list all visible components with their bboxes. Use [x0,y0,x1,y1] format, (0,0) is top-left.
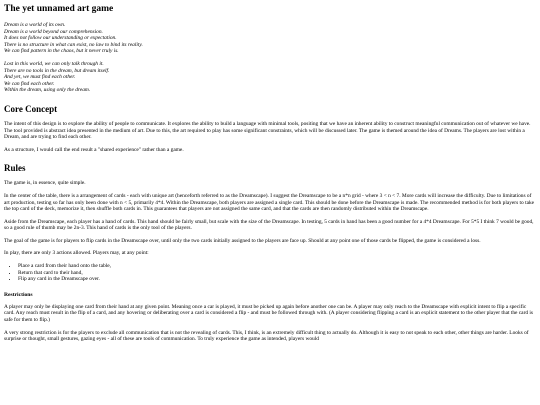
poem-stanza-2 [4,61,536,94]
list-item: • Flip any card in the Dreamscape over. [18,276,536,283]
poem-line: Within the dream, using only the dream. [4,87,91,94]
poem-line: It does not follow our understanding or expectation. [4,35,117,42]
restrictions-paragraph: A player may only be displaying one card from their hand at any given point. Meaning once a car is played, it must be picked up again before another one can be. A player may only reach to the Dreamscape with explicit intent to flip a specific card. Any reach must result in the flip of a card, and any hovering or deliberating over a card is considered a flip - and must be followed through with. (A player considering flipping a card is an explicit statement to the other player that the card is safe for them to flip.) [4,303,534,324]
rules-paragraph: Aside from the Dreamscape, each player has a hand of cards. This hand should be fairly small, but scale with the size of the Dreamscape. In testing, 5 cards in hand has been a good number for a 4*4 Dreamscape. For 5*5 I think 7 would be good, so a good rule of thumb may be 2n-3. This hand of cards is the only tool of the players. [4,218,534,232]
restrictions-heading: Restrictions [4,291,33,298]
poem-line: Dream is a world of its own. [4,22,66,28]
poem-line: Dream is a world beyond our comprehension. [4,28,103,35]
list-item: • Place a card from their hand onto the table, [18,263,536,270]
core-concept-paragraph: The intent of this design is to explore the ability of people to communicate. It explores the ability to build a language with minimal tools, positing that we have an inherent ability to construct meaningful communication out of whatever we have. The tool provided is abstract idea presented in the medium of art. Due to this, the art required to play has some significant constraints, which will be discussed later. The game is themed around the idea of Dreams. The players are lost within a Dream, and are trying to find each other. [4,120,531,141]
poem-stanza-1 [4,22,536,55]
list-item: • Return that card to their hand, [18,270,536,277]
poem-line: We can find pattern in the chaos, but it never truly is. [4,48,119,55]
rules-paragraph: The goal of the game is for players to flip cards in the Dreamscape over, until only the two cards initially assigned to the players are face up. Should at any point one of those cards be flipped, the game is considered a loss. [4,237,481,244]
page-title: The yet unnamed art game [4,4,114,14]
poem-line: We can find each other. [4,80,55,87]
poem-line: There are no tools in the dream, but dream itself. [4,67,110,74]
rules-paragraph: In the center of the table, there is a arrangement of cards - each with unique art (henceforth referred to as the Dreamscape). I suggest the Dreamscape to be a n*n grid - where 3 < n < 7. More cards will increase the difficulty. Due to limitations of art production, testing so far has only been done with n < 5, primarily 4*4. Within the Dreamscape, both players are assigned a single card. This should be done before the Dreamscape is made. The recommended method is for both players to take the top card of the deck, memorize it, then shuffle both cards in. This guarantees that players are not assigned the same card, and that the cards are then randomly distributed within the Dreamscape. [4,192,535,213]
core-concept-paragraph: As a structure, I would call the end result a "shared experience" rather than a game. [4,146,184,153]
rules-paragraph: In play, there are only 3 actions allowed. Players may, at any point: [4,250,149,257]
core-concept-heading: Core Concept [4,103,58,114]
actions-list [4,263,536,283]
rules-paragraph: The game is, in essence, quite simple. [4,180,86,187]
poem-line: And yet, we must find each other. [4,74,76,81]
poem-line: Lost in this world, we can only talk through it. [4,60,104,67]
poem-line: There is no structure in what can exist, no law to bind its reality. [4,41,143,48]
restrictions-paragraph: A very strong restriction is for the players to exclude all communication that is not the revealing of cards. This, I think, is an extremely difficult thing to actually do. Although it is easy to not speak to each other, other things are harder. Looks of surprise or thought, small gestures, gazing eyes - all of these are tools of communication. To truly experience the game as intended, players would [4,329,529,343]
rules-heading: Rules [4,163,26,174]
